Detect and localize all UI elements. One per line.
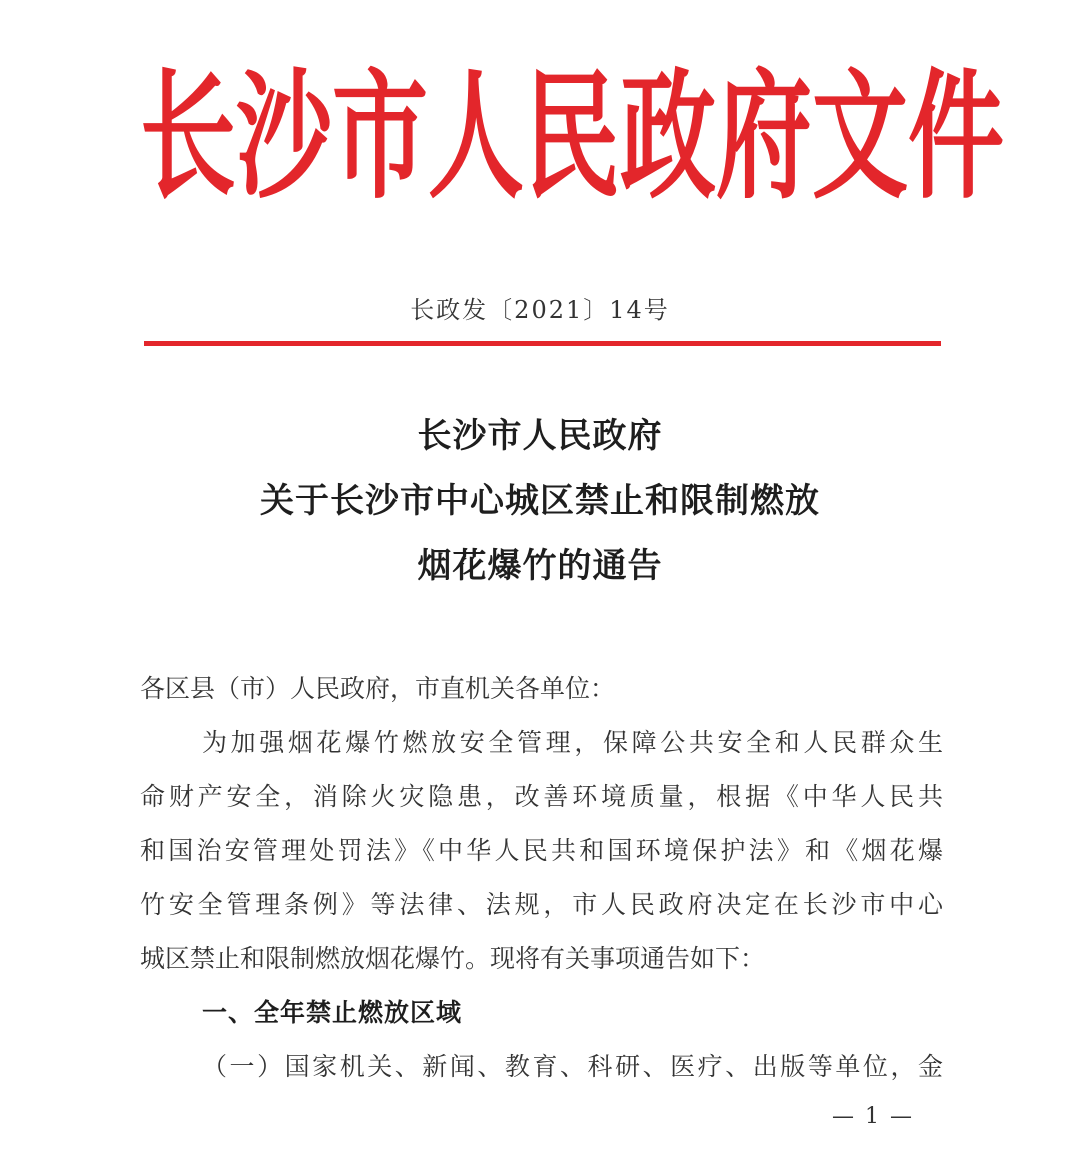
- document-title-line-2: 关于长沙市中心城区禁止和限制燃放: [260, 481, 820, 521]
- section-heading: 一、全年禁止燃放区域: [202, 998, 463, 1027]
- masthead-char: 政: [620, 54, 716, 219]
- paragraph-line: 城区禁止和限制燃放烟花爆竹。现将有关事项通告如下：: [140, 944, 766, 973]
- document-title-line-3: 烟花爆竹的通告: [417, 546, 663, 586]
- document-title-line-1: 长沙市人民政府: [417, 416, 663, 456]
- paragraph-line: 和国治安管理处罚法》《中华人民共和国环境保护法》和《烟花爆: [140, 836, 943, 865]
- masthead-char: 件: [908, 54, 1004, 219]
- paragraph-line: 为加强烟花爆竹燃放安全管理，保障公共安全和人民群众生: [202, 728, 943, 757]
- masthead-char: 市: [332, 54, 428, 219]
- masthead-char: 长: [140, 54, 236, 219]
- masthead-char: 沙: [236, 54, 332, 219]
- paragraph-line: 竹安全管理条例》等法律、法规，市人民政府决定在长沙市中心: [140, 890, 943, 919]
- salutation: 各区县（市）人民政府，市直机关各单位：: [140, 674, 616, 703]
- masthead-char: 人: [428, 54, 524, 219]
- masthead-char: 民: [524, 54, 620, 219]
- item-line: （一）国家机关、新闻、教育、科研、医疗、出版等单位，金: [202, 1052, 943, 1081]
- paragraph-line: 命财产安全，消除火灾隐患，改善环境质量，根据《中华人民共: [140, 782, 943, 811]
- masthead-char: 府: [716, 54, 812, 219]
- masthead-char: 文: [812, 54, 908, 219]
- red-divider-line: [144, 341, 941, 346]
- document-number: 长政发〔2021〕14号: [410, 296, 670, 324]
- page-number: — 1 —: [832, 1104, 914, 1129]
- document-masthead: [140, 54, 1004, 219]
